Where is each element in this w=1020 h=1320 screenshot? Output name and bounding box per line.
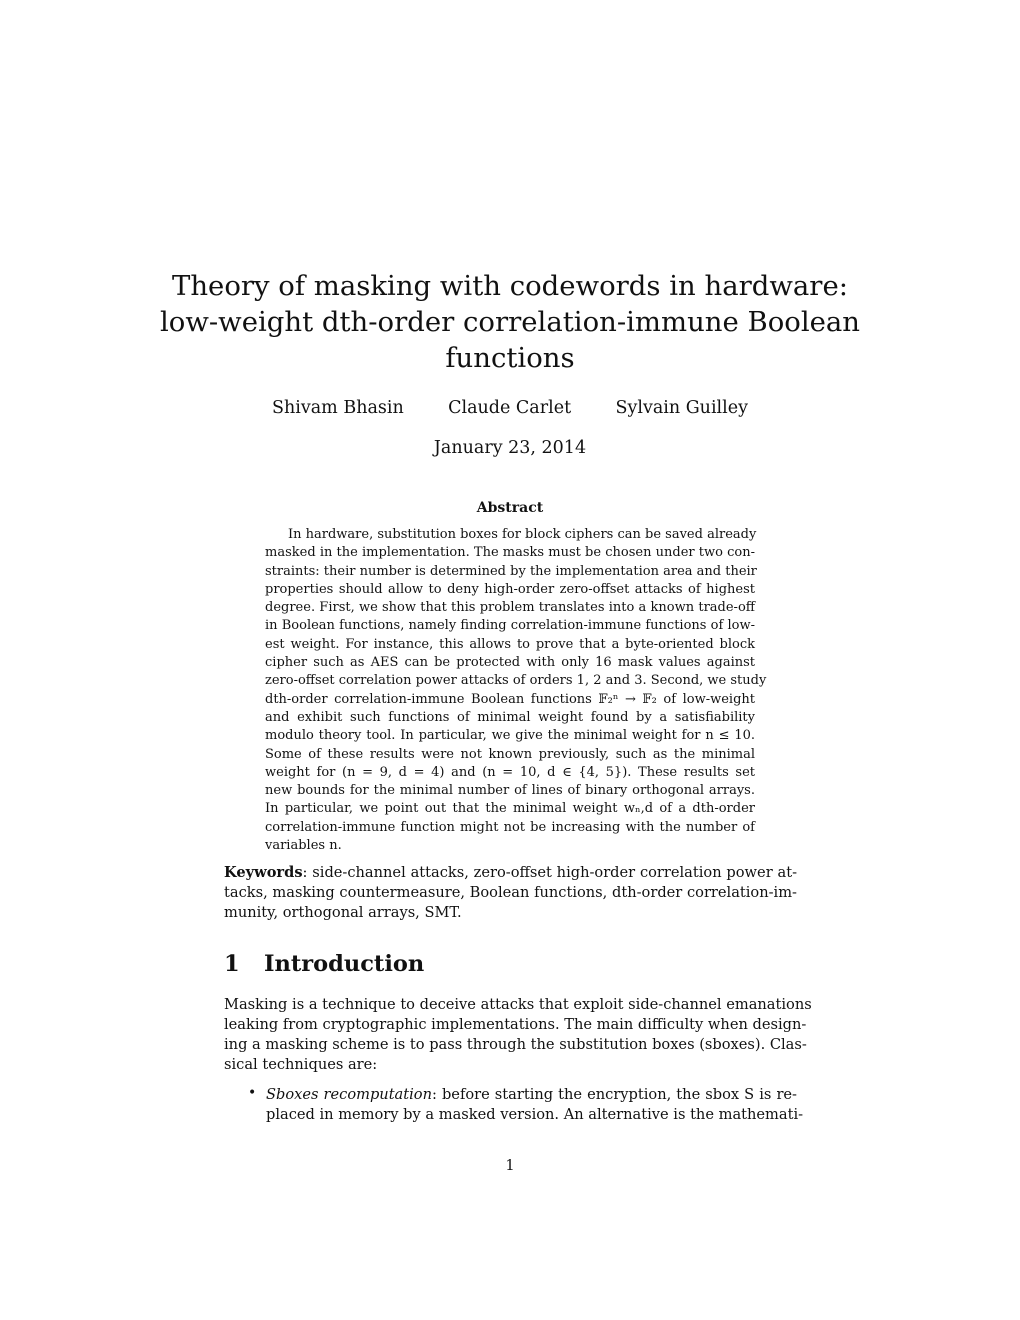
date: January 23, 2014 <box>433 438 587 458</box>
abstract-line: variables n. <box>265 838 342 854</box>
author: Shivam Bhasin <box>272 398 404 418</box>
author: Sylvain Guilley <box>615 398 748 418</box>
keywords-line: munity, orthogonal arrays, SMT. <box>224 904 462 921</box>
list-item <box>266 1085 804 1125</box>
keywords-text: : side-channel attacks, zero-offset high-order correlation power at- <box>302 864 797 881</box>
abstract-line: properties should allow to deny high-order zero-offset attacks of highest <box>265 581 755 597</box>
abstract-line: In particular, we point out that the minimal weight wₙ,d of a dth-order <box>265 801 755 817</box>
bullet-icon: • <box>248 1085 257 1101</box>
title-line-2: low-weight dth-order correlation-immune Boolean <box>159 306 861 338</box>
abstract-line: in Boolean functions, namely finding correlation-immune functions of low- <box>265 618 755 634</box>
abstract-line: In hardware, substitution boxes for block ciphers can be saved already <box>288 527 757 542</box>
title-line-1: Theory of masking with codewords in hardware: <box>172 270 848 302</box>
keywords-line <box>224 863 797 883</box>
abstract-line: straints: their number is determined by the implementation area and their <box>265 563 757 579</box>
page-number: 1 <box>505 1157 515 1174</box>
paragraph-line: ing a masking scheme is to pass through the substitution boxes (sboxes). Clas- <box>224 1036 807 1053</box>
list-item-line <box>266 1085 797 1105</box>
section-number: 1 <box>224 951 240 977</box>
abstract-line: masked in the implementation. The masks must be chosen under two con- <box>265 545 755 561</box>
abstract-line: correlation-immune function might not be increasing with the number of <box>265 819 755 835</box>
author-list <box>200 398 820 418</box>
paragraph-line: leaking from cryptographic implementations. The main difficulty when design- <box>224 1016 807 1033</box>
list-item-line: placed in memory by a masked version. An alternative is the mathemati- <box>266 1106 804 1123</box>
abstract-line: Some of these results were not known previously, such as the minimal <box>265 746 755 762</box>
abstract-line: est weight. For instance, this allows to prove that a byte-oriented block <box>265 636 755 652</box>
paragraph-line: Masking is a technique to deceive attacks that exploit side-channel emanations <box>224 996 812 1013</box>
author: Claude Carlet <box>448 398 572 418</box>
title-line-3: functions <box>445 342 575 374</box>
section-title: Introduction <box>264 951 425 977</box>
keywords <box>224 863 797 923</box>
paper-title <box>150 268 870 376</box>
list-item-term: Sboxes recomputation <box>266 1086 432 1103</box>
keywords-line: tacks, masking countermeasure, Boolean functions, dth-order correlation-im- <box>224 884 797 901</box>
abstract-line: and exhibit such functions of minimal weight found by a satisfiability <box>265 709 755 725</box>
abstract-line: cipher such as AES can be protected with only 16 mask values against <box>265 655 755 671</box>
intro-paragraph <box>224 995 812 1075</box>
paragraph-line: sical techniques are: <box>224 1056 378 1073</box>
abstract-line: new bounds for the minimal number of lines of binary orthogonal arrays. <box>265 783 755 799</box>
abstract-line: weight for (n = 9, d = 4) and (n = 10, d ∈ {4, 5}). These results set <box>265 764 755 780</box>
abstract-line: dth-order correlation-immune Boolean functions 𝔽₂ⁿ → 𝔽₂ of low-weight <box>265 691 755 707</box>
section-heading <box>224 951 424 977</box>
abstract-line: modulo theory tool. In particular, we give the minimal weight for n ≤ 10. <box>265 728 755 744</box>
abstract-heading: Abstract <box>476 500 544 516</box>
abstract-line: zero-offset correlation power attacks of orders 1, 2 and 3. Second, we study <box>265 673 767 689</box>
abstract-line: degree. First, we show that this problem translates into a known trade-off <box>265 600 755 616</box>
keywords-label: Keywords <box>224 864 303 881</box>
abstract-body <box>265 526 767 855</box>
list-item-text: : before starting the encryption, the sbox S is re- <box>431 1086 797 1103</box>
